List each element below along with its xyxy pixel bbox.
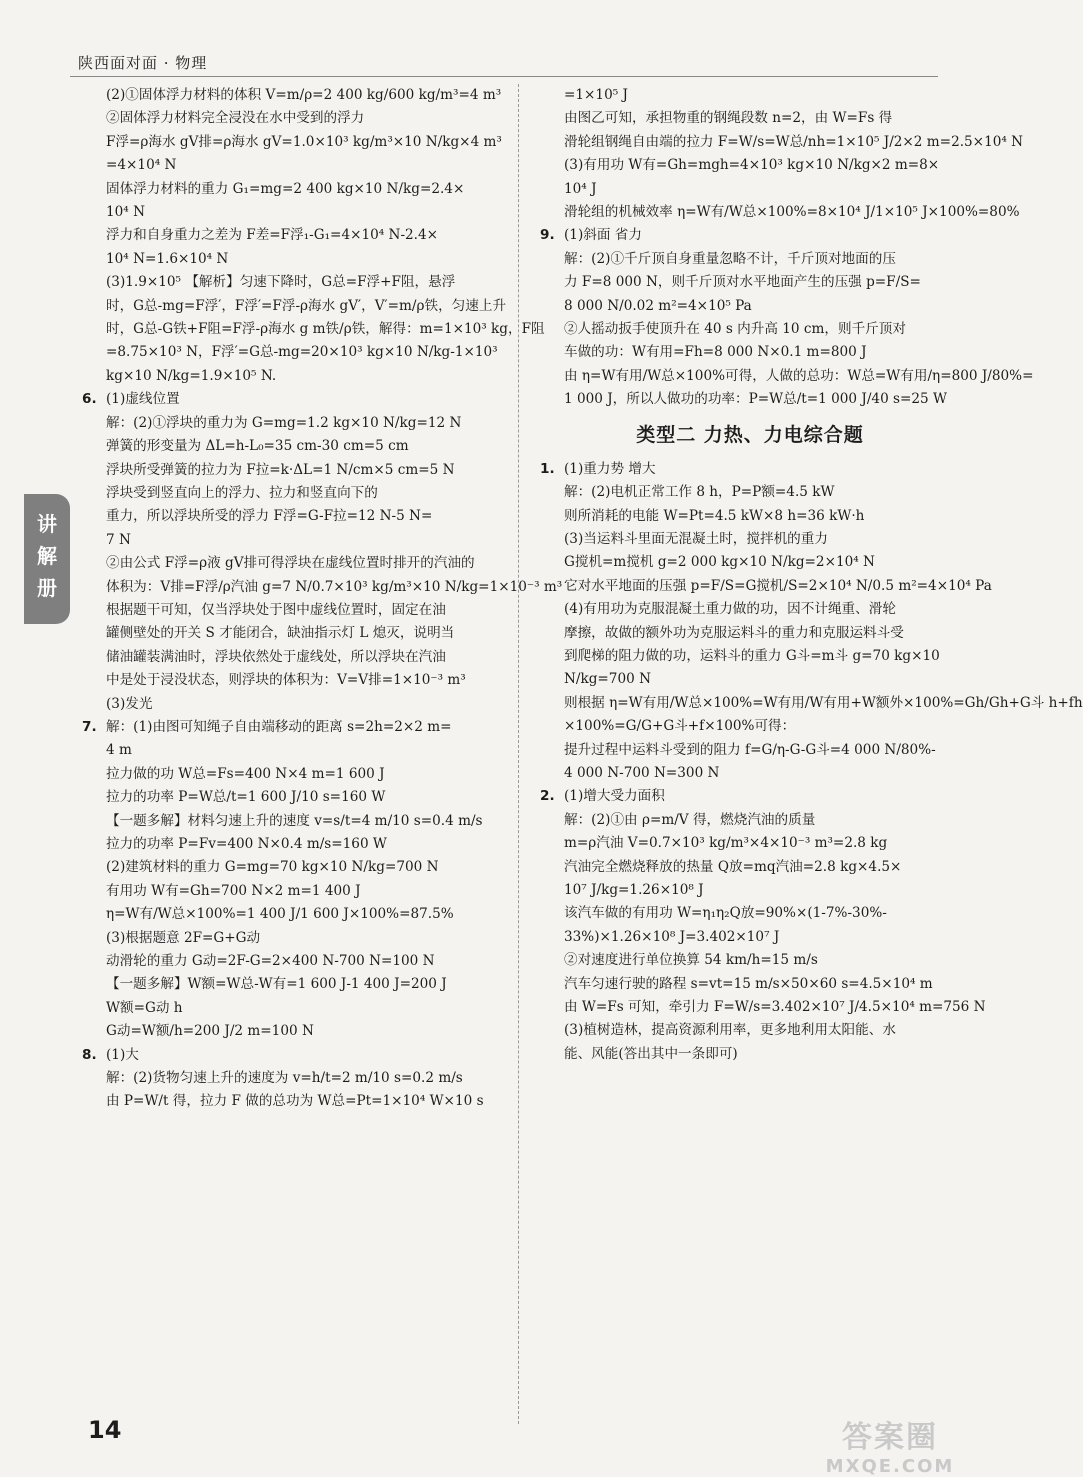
text-line [82,1044,500,1067]
text-line [82,622,500,645]
watermark [800,1412,980,1477]
text-line [82,599,500,622]
text-line [540,668,960,691]
line-text: 解：(2)①由 ρ=m/V 得，燃烧汽油的质量 [564,811,816,828]
text-line [82,973,500,996]
line-text: 它对水平地面的压强 p=F/S=G搅机/S=2×10⁴ N/0.5 m²=4×10⁴ Pa [564,577,992,594]
text-line [540,84,960,107]
text-line [82,1020,500,1043]
line-text: 弹簧的形变量为 ΔL=h-L₀=35 cm-30 cm=5 cm [106,438,409,455]
text-line [540,926,960,949]
text-line [540,762,960,785]
side-tab-char: 讲 [37,512,57,536]
question-number: 7. [82,718,97,735]
line-text: (1)重力势 增大 [564,460,656,477]
line-text: (3)有用功 W有=Gh=mgh=4×10³ kg×10 N/kg×2 m=8× [564,157,940,174]
text-line [540,388,960,411]
line-text: 储油罐装满油时，浮块依然处于虚线处，所以浮块在汽油 [106,648,446,665]
line-text: W额=G动 h [106,999,183,1016]
text-line [82,505,500,528]
text-line [82,576,563,599]
line-text: (2)建筑材料的重力 G=mg=70 kg×10 N/kg=700 N [106,859,439,876]
text-line [82,997,500,1020]
text-line [82,646,500,669]
line-text: ②对速度进行单位换算 54 km/h=15 m/s [564,952,818,969]
text-line [82,786,500,809]
text-line [540,692,1083,715]
text-line [540,785,960,808]
text-line [82,950,500,973]
text-line [82,107,500,130]
text-line [82,318,545,341]
text-line [540,809,960,832]
line-text: =4×10⁴ N [106,157,177,174]
text-line [540,902,960,925]
text-line [82,341,500,364]
line-text: 33%)×1.26×10⁸ J=3.402×10⁷ J [564,928,780,945]
line-text: 到爬梯的阻力做的功，运料斗的重力 G斗=m斗 g=70 kg×10 [564,647,940,664]
text-line [540,598,960,621]
text-line [82,482,500,505]
text-line [540,131,1024,154]
line-text: 摩擦，故做的额外功为克服运料斗的重力和克服运料斗受 [564,624,904,641]
text-line [540,856,960,879]
running-header: 陕西面对面 · 物理 [78,54,208,72]
line-text: 由 W=Fs 可知，牵引力 F=W/s=3.402×10⁷ J/4.5×10⁴ m=756 N [564,999,986,1016]
line-text: 1 000 J，所以人做功的功率：P=W总/t=1 000 J/40 s=25 W [564,391,948,408]
question-number: 6. [82,391,97,408]
text-line [540,575,992,598]
text-line [82,248,500,271]
text-line [82,224,500,247]
page-number: 14 [88,1416,122,1444]
text-line [540,645,960,668]
text-line [540,318,960,341]
line-text: ×100%=G/G+G斗+f×100%可得： [564,718,796,735]
line-text: 浮块受到竖直向上的浮力、拉力和竖直向下的 [106,484,378,501]
text-line [540,879,960,902]
line-text: 8 000 N/0.02 m²=4×10⁵ Pa [564,297,752,314]
text-line [540,832,960,855]
side-tab [24,494,70,624]
line-text: 4 m [106,742,132,759]
text-line [540,107,960,130]
text-line [540,949,960,972]
side-tab-char: 册 [37,576,57,600]
line-text: 则根据 η=W有用/W总×100%=W有用/W有用+W额外×100%=Gh/Gh+G斗 h+fh [564,694,1083,711]
section-heading: 类型二 力热、力电综合题 [636,423,864,446]
line-text: 汽车匀速行驶的路程 s=vt=15 m/s×50×60 s=4.5×10⁴ m [564,975,933,992]
text-line [82,435,500,458]
line-text: 体积为：V排=F浮/ρ汽油 g=7 N/0.7×10³ kg/m³×10 N/kg=1×10⁻³ m³ [106,578,563,595]
line-text: 滑轮组钢绳自由端的拉力 F=W/s=W总/nh=1×10⁵ J/2×2 m=2.5×10⁴ N [564,133,1024,150]
text-line [82,763,500,786]
question-number: 9. [540,227,555,244]
line-text: 10⁴ N=1.6×10⁴ N [106,250,229,267]
line-text: 解：(2)货物匀速上升的速度为 v=h/t=2 m/10 s=0.2 m/s [106,1070,463,1087]
text-line [82,365,500,388]
line-text: 汽油完全燃烧释放的热量 Q放=mq汽油=2.8 kg×4.5× [564,858,902,875]
line-text: 10⁴ J [564,180,597,197]
side-tab-char: 解 [37,544,57,568]
text-line [540,178,960,201]
line-text: (3)1.9×10⁵ 【解析】匀速下降时，G总=F浮+F阻，悬浮 [106,274,456,291]
text-line [82,833,500,856]
line-text: 该汽车做的有用功 W=η₁η₂Q放=90%×(1-7%-30%- [564,905,887,922]
text-line [82,131,500,154]
text-line [82,459,500,482]
column-divider [518,84,519,1424]
line-text: 动滑轮的重力 G动=2F-G=2×400 N-700 N=100 N [106,953,435,970]
line-text: 能、风能(答出其中一条即可) [564,1045,738,1062]
text-line [540,505,960,528]
text-line [82,739,500,762]
text-line [82,716,500,739]
text-line [540,248,960,271]
line-text: 时，G总-G铁+F阻=F浮-ρ海水 g m铁/ρ铁，解得：m=1×10³ kg，F阻 [106,321,545,338]
question-number: 2. [540,788,555,805]
line-text: 【一题多解】W额=W总-W有=1 600 J-1 400 J=200 J [106,976,447,993]
text-line [82,154,500,177]
text-line [540,224,960,247]
question-number: 1. [540,460,555,477]
text-line [82,1090,500,1113]
text-line [540,996,986,1019]
line-text: ②人摇动扳手使顶升在 40 s 内升高 10 cm，则千斤顶对 [564,321,906,338]
text-line [540,973,960,996]
line-text: 由 P=W/t 得，拉力 F 做的总功为 W总=Pt=1×10⁴ W×10 s [106,1093,484,1110]
line-text: (2)①固体浮力材料的体积 V=m/ρ=2 400 kg/600 kg/m³=4 m³ [106,87,502,103]
line-text: 10⁴ N [106,204,145,221]
text-line [82,903,500,926]
line-text: 拉力的功率 P=Fv=400 N×0.4 m/s=160 W [106,836,387,852]
line-text: m=ρ汽油 V=0.7×10³ kg/m³×4×10⁻³ m³=2.8 kg [564,835,888,852]
line-text: 时，G总-mg=F浮′，F浮′=F浮-ρ海水 gV′，V′=m/ρ铁，匀速上升 [106,297,507,314]
line-text: 浮力和自身重力之差为 F差=F浮₁-G₁=4×10⁴ N-2.4× [106,227,439,244]
line-text: (3)植树造林，提高资源利用率，更多地利用太阳能、水 [564,1022,896,1039]
line-text: 则所消耗的电能 W=Pt=4.5 kW×8 h=36 kW·h [564,507,865,524]
text-line [82,412,500,435]
line-text: η=W有/W总×100%=1 400 J/1 600 J×100%=87.5% [106,906,454,923]
text-line [82,178,500,201]
text-line [540,201,1020,224]
line-text: 车做的功：W有用=Fh=8 000 N×0.1 m=800 J [564,344,867,361]
line-text: N/kg=700 N [564,671,651,688]
line-text: 4 000 N-700 N=300 N [564,764,720,781]
text-line [540,341,960,364]
line-text: 重力，所以浮块所受的浮力 F浮=G-F拉=12 N-5 N= [106,508,433,525]
line-text: (1)虚线位置 [106,391,180,408]
header-rule [70,76,938,77]
text-line [82,552,500,575]
text-line [540,551,960,574]
line-text: 解：(2)电机正常工作 8 h，P=P额=4.5 kW [564,484,835,501]
text-line [82,295,507,318]
text-line [540,295,960,318]
line-text: G搅机=m搅机 g=2 000 kg×10 N/kg=2×10⁴ N [564,554,875,571]
text-line [540,622,960,645]
text-line [82,856,500,879]
text-line [540,528,960,551]
text-line [82,810,500,833]
line-text: 解：(1)由图可知绳子自由端移动的距离 s=2h=2×2 m= [106,718,452,735]
text-line [540,739,960,762]
text-line [82,693,500,716]
line-text: 7 N [106,531,131,548]
line-text: (3)发光 [106,695,153,712]
line-text: 有用功 W有=Gh=700 N×2 m=1 400 J [106,882,361,899]
line-text: 由 η=W有用/W总×100%可得，人做的总功：W总=W有用/η=800 J/80%= [564,367,1034,384]
line-text: =1×10⁵ J [564,87,628,103]
line-text: 固体浮力材料的重力 G₁=mg=2 400 kg×10 N/kg=2.4× [106,180,465,197]
line-text: 【一题多解】材料匀速上升的速度 v=s/t=4 m/10 s=0.4 m/s [106,812,483,829]
text-line [82,669,500,692]
right-column [540,84,1083,1066]
watermark-top: 答案圈 [842,1420,938,1455]
text-line [82,201,500,224]
line-text: (1)增大受力面积 [564,788,665,805]
line-text: (1)大 [106,1046,139,1063]
left-column [82,84,563,1114]
line-text: 10⁷ J/kg=1.26×10⁸ J [564,882,704,898]
text-line [540,154,960,177]
line-text: =8.75×10³ N，F浮′=G总-mg=20×10³ kg×10 N/kg-1×10³ [106,344,498,361]
text-line [540,715,960,738]
line-text: 根据题干可知，仅当浮块处于图中虚线位置时，固定在油 [106,601,446,618]
text-line [82,388,500,411]
line-text: 由图乙可知，承担物重的钢绳段数 n=2，由 W=Fs 得 [564,110,893,127]
line-text: 提升过程中运料斗受到的阻力 f=G/η-G-G斗=4 000 N/80%- [564,741,936,758]
text-line [82,529,500,552]
line-text: ②固体浮力材料完全浸没在水中受到的浮力 [106,110,365,127]
text-line [540,365,1034,388]
watermark-bottom: MXQE.COM [825,1456,955,1477]
text-line [540,1043,960,1066]
text-line [82,271,500,294]
line-text: 中是处于浸没状态，则浮块的体积为：V=V排=1×10⁻³ m³ [106,672,466,689]
text-line [540,271,960,294]
line-text: 解：(2)①千斤顶自身重量忽略不计，千斤顶对地面的压 [564,250,896,267]
text-line [82,84,500,107]
line-text: (3)当运料斗里面无混凝土时，搅拌机的重力 [564,530,828,547]
line-text: (4)有用功为克服混凝土重力做的功，因不计绳重、滑轮 [564,601,896,618]
line-text: F浮=ρ海水 gV排=ρ海水 gV=1.0×10³ kg/m³×10 N/kg×4 m³ [106,133,502,150]
text-line [540,1019,960,1042]
line-text: ②由公式 F浮=ρ液 gV排可得浮块在虚线位置时排开的汽油的 [106,555,475,572]
line-text: kg×10 N/kg=1.9×10⁵ N. [106,367,277,384]
text-line [82,880,500,903]
text-line [540,458,960,481]
line-text: (1)斜面 省力 [564,227,642,244]
line-text: (3)根据题意 2F=G+G动 [106,929,261,946]
line-text: 浮块所受弹簧的拉力为 F拉=k·ΔL=1 N/cm×5 cm=5 N [106,461,455,478]
question-number: 8. [82,1046,97,1063]
line-text: 拉力的功率 P=W总/t=1 600 J/10 s=160 W [106,789,386,806]
text-line [82,927,500,950]
line-text: 解：(2)①浮块的重力为 G=mg=1.2 kg×10 N/kg=12 N [106,414,462,431]
line-text: G动=W额/h=200 J/2 m=100 N [106,1023,314,1040]
text-line [82,1067,500,1090]
line-text: 滑轮组的机械效率 η=W有/W总×100%=8×10⁴ J/1×10⁵ J×100%=80% [564,204,1020,221]
line-text: 拉力做的功 W总=Fs=400 N×4 m=1 600 J [106,765,385,782]
text-line [540,481,960,504]
line-text: 罐侧壁处的开关 S 才能闭合，缺油指示灯 L 熄灭，说明当 [106,625,455,642]
line-text: 力 F=8 000 N，则千斤顶对水平地面产生的压强 p=F/S= [564,274,921,291]
